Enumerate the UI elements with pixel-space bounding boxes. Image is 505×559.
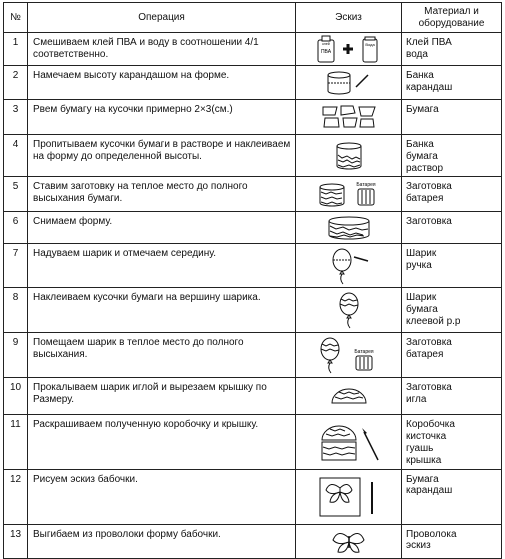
material-item: эскиз [406, 540, 431, 552]
row-operation: Рисуем эскиз бабочки. [28, 469, 296, 524]
balloon-with-paper-icon [329, 290, 369, 330]
row-operation: Рвем бумагу на кусочки примерно 2×3(см.) [28, 100, 296, 135]
glue-small-label: клей [321, 42, 330, 46]
row-num: 11 [4, 415, 28, 469]
row-num: 12 [4, 469, 28, 524]
row-sketch [296, 66, 402, 100]
material-item: крышка [406, 454, 442, 466]
row-num: 6 [4, 212, 28, 244]
header-sketch: Эскиз [296, 3, 402, 33]
row-num: 9 [4, 333, 28, 378]
table-row [4, 469, 502, 524]
row-operation: Наклеиваем кусочки бумаги на вершину шарика. [28, 288, 296, 333]
row-num: 8 [4, 288, 28, 333]
row-sketch [296, 135, 402, 177]
balloon-radiator-icon [314, 335, 384, 375]
material-item: Заготовка [406, 337, 452, 349]
row-sketch [296, 100, 402, 135]
pva-label: ПВА [320, 49, 331, 55]
row-operation: Пропитываем кусочки бумаги в растворе и наклеиваем на форму до определенной высоты. [28, 135, 296, 177]
table-row [4, 378, 502, 415]
row-materials [402, 66, 502, 100]
row-num: 13 [4, 524, 28, 558]
material-item: ручка [406, 260, 432, 272]
table-row [4, 177, 502, 212]
row-sketch [296, 288, 402, 333]
material-item: кисточка [406, 431, 447, 443]
row-sketch [296, 244, 402, 288]
row-operation: Ставим заготовку на теплое место до полного высыхания бумаги. [28, 177, 296, 212]
painted-box-brush-icon [314, 418, 384, 466]
material-item: батарея [406, 349, 444, 361]
header-material: Материал и оборудование [402, 3, 502, 33]
row-materials [402, 378, 502, 415]
glue-water-bottles-icon [314, 34, 384, 64]
material-item: Клей ПВА [406, 37, 452, 48]
material-item: батарея [406, 193, 444, 205]
row-sketch [296, 524, 402, 558]
row-sketch [296, 378, 402, 415]
paper-cylinder-icon [324, 215, 374, 241]
material-item: Заготовка [406, 216, 452, 228]
row-num: 2 [4, 66, 28, 100]
material-item: Коробочка [406, 419, 455, 431]
row-materials [402, 469, 502, 524]
row-num: 1 [4, 33, 28, 66]
material-item: Бумага [406, 104, 439, 115]
row-operation: Выгибаем из проволоки форму бабочки. [28, 524, 296, 558]
material-item: Проволока [406, 528, 457, 540]
material-item: вода [406, 48, 428, 60]
balloon-pen-icon [324, 247, 374, 285]
material-item: гуашь [406, 442, 434, 454]
row-operation: Смешиваем клей ПВА и воду в соотношении 4/1 соответственно. [28, 33, 296, 66]
table-row [4, 244, 502, 288]
row-materials [402, 415, 502, 469]
dome-lid-icon [324, 383, 374, 409]
drying-on-radiator-icon [314, 179, 384, 209]
process-table [3, 2, 502, 559]
row-num: 7 [4, 244, 28, 288]
material-item: Заготовка [406, 181, 452, 193]
row-operation: Намечаем высоту карандашом на форме. [28, 66, 296, 100]
row-operation: Прокалываем шарик иглой и вырезаем крышку по Размеру. [28, 378, 296, 415]
material-item: клеевой р.р [406, 315, 461, 327]
material-item: игла [406, 394, 427, 406]
radiator-label: Батарея [355, 182, 376, 189]
row-materials [402, 333, 502, 378]
row-num: 3 [4, 100, 28, 135]
row-sketch [296, 212, 402, 244]
row-materials [402, 100, 502, 135]
table-row [4, 33, 502, 66]
table-row [4, 288, 502, 333]
row-sketch [296, 33, 402, 66]
table-row [4, 212, 502, 244]
row-num: 4 [4, 135, 28, 177]
material-item: карандаш [406, 81, 453, 93]
material-item: бумага [406, 150, 438, 162]
row-operation: Надуваем шарик и отмечаем середину. [28, 244, 296, 288]
material-item: Шарик [406, 248, 437, 260]
row-materials [402, 244, 502, 288]
header-row [4, 3, 502, 33]
material-item: Банка [406, 70, 434, 81]
table-row [4, 415, 502, 469]
wire-butterfly-icon [324, 526, 374, 556]
table-row [4, 66, 502, 100]
table-row [4, 100, 502, 135]
material-item: раствор [406, 162, 444, 174]
row-num: 5 [4, 177, 28, 212]
jar-pencil-icon [324, 69, 374, 97]
row-num: 10 [4, 378, 28, 415]
header-operation: Операция [28, 3, 296, 33]
paper-pieces-icon [319, 103, 379, 131]
row-materials [402, 288, 502, 333]
material-item: карандаш [406, 485, 453, 497]
row-materials [402, 135, 502, 177]
jar-with-paper-icon [329, 141, 369, 171]
material-item: Бумага [406, 473, 439, 485]
water-label: Вода [364, 42, 375, 47]
table-row [4, 135, 502, 177]
material-item: Шарик [406, 292, 437, 304]
row-materials [402, 177, 502, 212]
row-sketch [296, 333, 402, 378]
row-sketch [296, 415, 402, 469]
table-row [4, 333, 502, 378]
row-materials [402, 524, 502, 558]
row-materials [402, 33, 502, 66]
butterfly-sketch-pencil-icon [314, 474, 384, 520]
radiator-label: Батарея [353, 349, 374, 356]
header-num: № [4, 3, 28, 33]
row-sketch [296, 177, 402, 212]
material-item: бумага [406, 304, 438, 316]
row-operation: Снимаем форму. [28, 212, 296, 244]
row-operation: Помещаем шарик в теплое место до полного высыхания. [28, 333, 296, 378]
row-sketch [296, 469, 402, 524]
row-operation: Раскрашиваем полученную коробочку и крышку. [28, 415, 296, 469]
table-row [4, 524, 502, 558]
material-item: Банка [406, 139, 434, 150]
row-materials [402, 212, 502, 244]
material-item: Заготовка [406, 382, 452, 394]
